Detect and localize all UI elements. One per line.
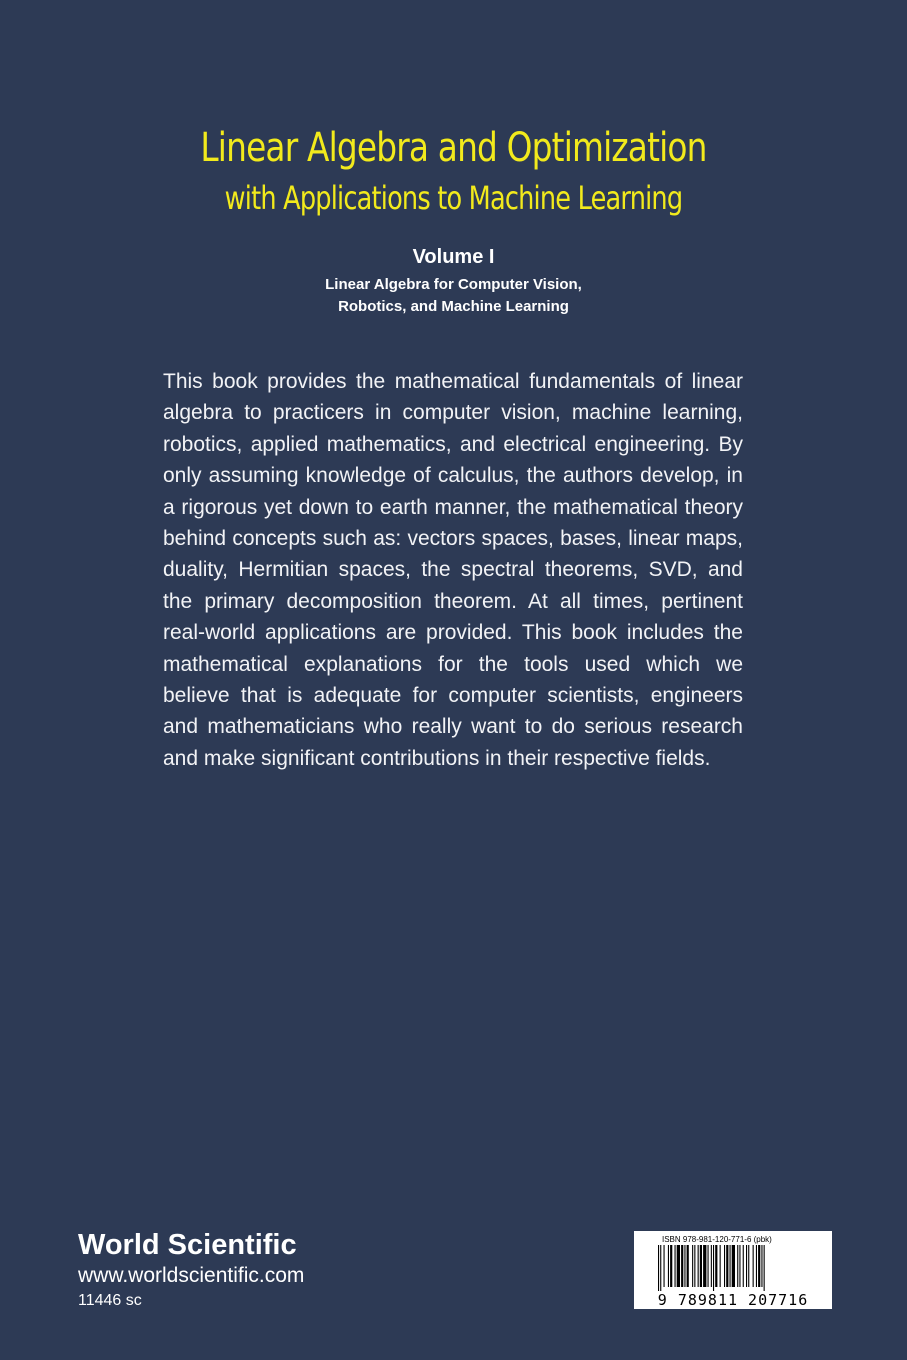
barcode-number: 9 789811 207716: [657, 1291, 809, 1309]
publisher-name: World Scientific: [78, 1229, 297, 1261]
volume-label: Volume I: [412, 246, 495, 268]
publisher-url: www.worldscientific.com: [78, 1264, 305, 1287]
volume-subtitle-line1: Linear Algebra for Computer Vision,: [325, 276, 582, 293]
isbn-text: ISBN 978-981-120-771-6 (pbk): [662, 1235, 772, 1244]
volume-subtitle-line2: Robotics, and Machine Learning: [338, 298, 569, 315]
barcode-bars: [658, 1245, 808, 1291]
book-description: This book provides the mathematical fundamentals of linear algebra to practicers in computer vision, machine learning, robotics, applied mathematics, and electrical engineering. By only assuming knowledge of calculus, the authors develop, in a rigorous yet down to earth manner, the mathematical theory behind concepts such as: vectors spaces, bases, linear maps, duality, Hermitian spaces, the spectral theorems, SVD, and the primary decomposition theorem. At all times, pertinent real-world applications are provided. This book includes the mathematical explanations for the tools used which we believe that is adequate for computer scientists, engineers and mathematicians who really want to do serious research and make significant contributions in their respective fields.: [163, 370, 743, 770]
barcode: [634, 1231, 832, 1309]
book-title-line2: with Applications to Machine Learning: [224, 179, 683, 217]
book-title-line1: Linear Algebra and Optimization: [200, 125, 707, 171]
volume-subtitle: [0, 274, 907, 318]
publisher-code: 11446 sc: [78, 1292, 142, 1309]
